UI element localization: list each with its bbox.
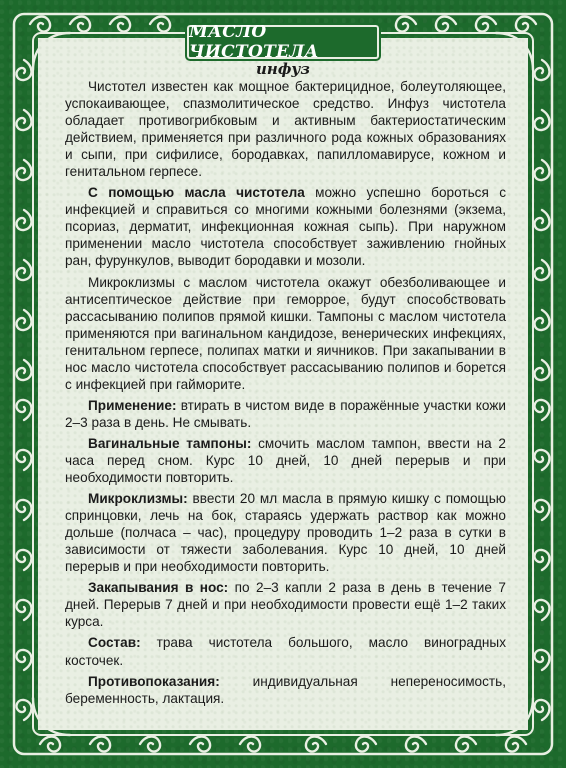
- description-text: [65, 78, 506, 707]
- paragraph-lead: С помощью масла чистотела: [88, 185, 305, 201]
- paragraph-lead: Микроклизмы:: [88, 491, 188, 507]
- paragraph-intro: Чистотел известен как мощное бактерицидное, болеутоляющее, успокаивающее, спазмолитическое средство. Инфуз чистотела обладает противогрибковым и активным бактериостатическим действием, применяется при различного рода кожных образованиях и сыпи, при сифилисе, бородавках, папилломавирусе, кожном и генитальном герпесе.: [65, 79, 506, 180]
- paragraph-oil-benefits: С помощью масла чистотела можно успешно бороться с инфекцией и справиться со многими кожными болезнями (экзема, псориаз, дерматит, инфекционная кожная сыпь). При наружном применении масло чистотела способствует заживлению гнойных ран, фурункулов, выводит бородавки и мозоли.: [65, 185, 506, 269]
- paragraph-lead: Закапывания в нос:: [88, 580, 229, 596]
- paragraph-nasal-drops: Закапывания в нос: по 2–3 капли 2 раза в день в течение 7 дней. Перерыв 7 дней и при необходимости провести ещё 1–2 таких курса.: [65, 580, 506, 630]
- product-title: МАСЛО ЧИСТОТЕЛА: [187, 25, 379, 59]
- product-subtitle: инфуз: [256, 60, 310, 78]
- paragraph-lead: Состав:: [88, 635, 141, 651]
- paragraph-microclysters: Микроклизмы с маслом чистотела окажут обезболивающее и антисептическое действие при геморрое, будут способствовать рассасыванию полипов прямой кишки. Тампоны с маслом чистотела применяются при вагинальном кандидозе, венерических инфекциях, генитальном герпесе, полипах матки и яичников. При закапывании в нос масло чистотела способствует рассасыванию полипов и борется с инфекцией при гайморите.: [65, 274, 506, 392]
- paragraph-application: Применение: втирать в чистом виде в поражённые участки кожи 2–3 раза в день. Не смывать.: [65, 397, 506, 430]
- paragraph-contraindications: Противопоказания: индивидуальная непереносимость, беременность, лактация.: [65, 673, 506, 706]
- paragraph-lead: Вагинальные тампоны:: [88, 435, 252, 451]
- paragraph-microclysters-dosage: Микроклизмы: ввести 20 мл масла в прямую кишку с помощью спринцовки, лечь на бок, стараясь удержать раствор как можно дольше (полчаса – час), процедуру проводить 1–2 раза в сутки в зависимости от тяжести заболевания. Курс 10 дней, 10 дней перерыв и при необходимости повторить.: [65, 491, 506, 575]
- paragraph-composition: Состав: трава чистотела большого, масло виноградных косточек.: [65, 635, 506, 668]
- paragraph-tampons: Вагинальные тампоны: смочить маслом тампон, ввести на 2 часа перед сном. Курс 10 дней, 10 дней перерыв и при необходимости повторить.: [65, 435, 506, 486]
- paragraph-lead: Применение:: [88, 397, 177, 413]
- paragraph-lead: Противопоказания:: [88, 673, 220, 689]
